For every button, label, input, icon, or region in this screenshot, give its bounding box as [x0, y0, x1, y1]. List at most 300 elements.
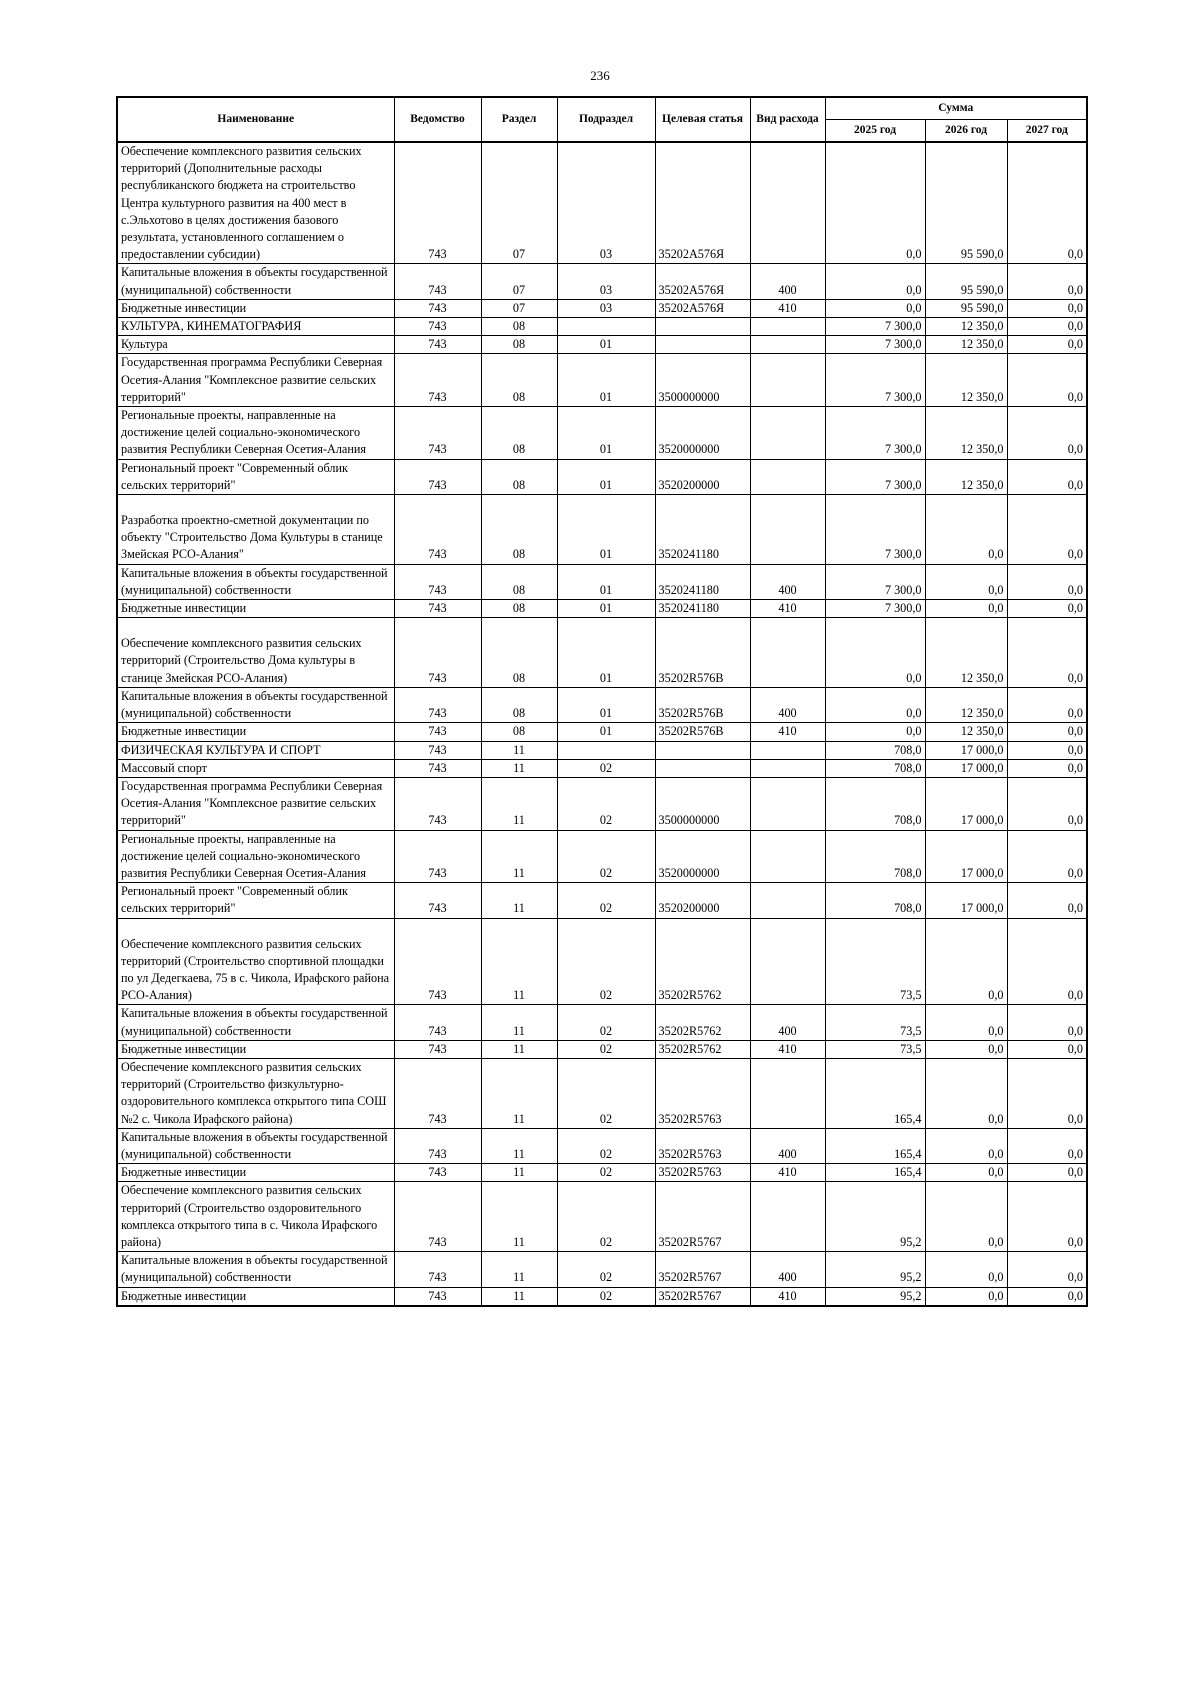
cell-target-text: 35202А576Я — [658, 300, 725, 315]
cell-dept — [394, 1252, 481, 1287]
cell-section-text: 08 — [512, 337, 526, 352]
cell-2026 — [925, 336, 1007, 354]
cell-section-text: 07 — [512, 247, 526, 262]
cell-2025-text: 95,2 — [900, 1270, 922, 1285]
cell-dept-text: 743 — [428, 1111, 447, 1126]
cell-name-text: Бюджетные инвестиции — [121, 300, 247, 315]
cell-dept — [394, 1040, 481, 1058]
cell-2025-text: 95,2 — [900, 1288, 922, 1303]
header-2025: 2025 год — [825, 120, 925, 143]
cell-dept-text: 743 — [428, 724, 447, 739]
cell-target — [655, 1058, 750, 1128]
cell-name — [117, 1005, 394, 1040]
cell-subsection — [557, 495, 655, 565]
cell-2025 — [825, 759, 925, 777]
table-row — [117, 354, 1087, 407]
cell-2026-text: 17 000,0 — [960, 901, 1004, 916]
cell-dept-text: 743 — [428, 547, 447, 562]
cell-2027-text: 0,0 — [1067, 865, 1084, 880]
cell-name — [117, 354, 394, 407]
cell-2027 — [1007, 264, 1087, 299]
cell-2025 — [825, 318, 925, 336]
cell-2027 — [1007, 142, 1087, 264]
cell-2027 — [1007, 1005, 1087, 1040]
cell-name-text: Обеспечение комплексного развития сельских территорий (Строительство спортивной площадки по ул Дедегкаева, 75 в с. Чикола, Ирафского района РСО-Алания) — [121, 936, 390, 1003]
cell-name-text: Региональные проекты, направленные на достижение целей социально-экономического развития Республики Северная Осетия-Алания — [121, 408, 366, 457]
cell-2026-text: 17 000,0 — [960, 865, 1004, 880]
cell-2027 — [1007, 830, 1087, 883]
cell-expense — [750, 459, 825, 494]
cell-2027 — [1007, 1164, 1087, 1182]
cell-2026 — [925, 264, 1007, 299]
cell-name — [117, 1040, 394, 1058]
cell-target — [655, 723, 750, 741]
cell-section — [481, 918, 557, 1005]
cell-expense — [750, 600, 825, 618]
cell-2025-text: 7 300,0 — [884, 442, 922, 457]
cell-2025 — [825, 1252, 925, 1287]
cell-target — [655, 264, 750, 299]
cell-2026 — [925, 354, 1007, 407]
cell-subsection-text: 01 — [599, 670, 613, 685]
cell-2025 — [825, 687, 925, 722]
cell-dept-text: 743 — [428, 1270, 447, 1285]
cell-target — [655, 600, 750, 618]
cell-expense-text: 400 — [778, 1270, 797, 1285]
cell-dept — [394, 1182, 481, 1252]
cell-2027-text: 0,0 — [1067, 1023, 1084, 1038]
cell-name — [117, 495, 394, 565]
cell-dept — [394, 1005, 481, 1040]
cell-2027-text: 0,0 — [1067, 1288, 1084, 1303]
cell-name — [117, 600, 394, 618]
cell-name-text: Обеспечение комплексного развития сельских территорий (Строительство физкультурно-оздоровительного комплекса открытого типа СОШ №2 с. Чикола Ирафского района) — [121, 1059, 387, 1126]
cell-2026-text: 12 350,0 — [960, 670, 1004, 685]
cell-2026-text: 0,0 — [988, 547, 1004, 562]
cell-2026-text: 0,0 — [988, 1041, 1004, 1056]
cell-dept-text: 743 — [428, 901, 447, 916]
cell-name-text: Обеспечение комплексного развития сельских территорий (Строительство Дома культуры в станице Змейская РСО-Алания) — [121, 636, 362, 685]
table-row — [117, 777, 1087, 830]
cell-2025-text: 0,0 — [906, 282, 922, 297]
cell-subsection-text: 03 — [599, 300, 613, 315]
cell-target-text: 3520200000 — [658, 901, 720, 916]
cell-name — [117, 741, 394, 759]
cell-expense — [750, 336, 825, 354]
header-2026: 2026 год — [925, 120, 1007, 143]
table-row — [117, 1287, 1087, 1306]
cell-2027-text: 0,0 — [1067, 1234, 1084, 1249]
cell-2027-text: 0,0 — [1067, 337, 1084, 352]
cell-dept — [394, 1058, 481, 1128]
table-row — [117, 1182, 1087, 1252]
cell-2026 — [925, 687, 1007, 722]
cell-subsection — [557, 1128, 655, 1163]
cell-dept — [394, 723, 481, 741]
cell-subsection — [557, 407, 655, 460]
cell-2026-text: 0,0 — [988, 1234, 1004, 1249]
cell-section-text: 11 — [513, 1270, 525, 1285]
cell-expense — [750, 354, 825, 407]
cell-section — [481, 459, 557, 494]
table-row — [117, 264, 1087, 299]
cell-dept — [394, 318, 481, 336]
cell-section — [481, 1164, 557, 1182]
cell-section — [481, 723, 557, 741]
cell-2026 — [925, 1005, 1007, 1040]
cell-2026-text: 12 350,0 — [960, 337, 1004, 352]
cell-subsection-text: 01 — [599, 547, 613, 562]
cell-subsection — [557, 299, 655, 317]
cell-subsection — [557, 830, 655, 883]
cell-2026-text: 17 000,0 — [960, 742, 1004, 757]
cell-target-text: 35202R5763 — [658, 1165, 722, 1180]
cell-target-text: 35202R576В — [658, 670, 724, 685]
cell-expense-text: 410 — [778, 1288, 797, 1303]
cell-target — [655, 741, 750, 759]
cell-target — [655, 1005, 750, 1040]
cell-name-text: ФИЗИЧЕСКАЯ КУЛЬТУРА И СПОРТ — [121, 742, 321, 757]
cell-name-text: Капитальные вложения в объекты государственной (муниципальной) собственности — [121, 1129, 388, 1161]
cell-expense — [750, 318, 825, 336]
cell-2027-text: 0,0 — [1067, 1111, 1084, 1126]
cell-2027 — [1007, 1058, 1087, 1128]
cell-target-text: 3520241180 — [658, 582, 719, 597]
cell-subsection — [557, 1058, 655, 1128]
cell-2025-text: 0,0 — [906, 300, 922, 315]
cell-subsection — [557, 142, 655, 264]
cell-subsection — [557, 618, 655, 688]
cell-subsection-text: 02 — [599, 1023, 613, 1038]
cell-section — [481, 407, 557, 460]
cell-2025-text: 7 300,0 — [884, 582, 922, 597]
cell-2026-text: 17 000,0 — [960, 813, 1004, 828]
cell-2026-text: 12 350,0 — [960, 319, 1004, 334]
cell-2027 — [1007, 687, 1087, 722]
cell-name — [117, 336, 394, 354]
cell-2026 — [925, 459, 1007, 494]
cell-2026-text: 12 350,0 — [960, 389, 1004, 404]
cell-2027 — [1007, 336, 1087, 354]
cell-target-text: 35202R5767 — [658, 1234, 722, 1249]
cell-expense-text: 410 — [778, 724, 797, 739]
cell-target-text: 35202А576Я — [658, 282, 725, 297]
cell-2025-text: 0,0 — [906, 724, 922, 739]
cell-expense — [750, 1005, 825, 1040]
cell-2026-text: 17 000,0 — [960, 760, 1004, 775]
cell-subsection-text: 02 — [599, 1270, 613, 1285]
cell-2027-text: 0,0 — [1067, 389, 1084, 404]
header-expense: Вид расхода — [750, 97, 825, 142]
table-row — [117, 336, 1087, 354]
cell-subsection-text: 01 — [599, 389, 613, 404]
cell-expense — [750, 1287, 825, 1306]
cell-name — [117, 459, 394, 494]
cell-2025-text: 7 300,0 — [884, 547, 922, 562]
cell-dept — [394, 336, 481, 354]
cell-subsection-text: 01 — [599, 337, 613, 352]
cell-section — [481, 1058, 557, 1128]
cell-subsection-text: 02 — [599, 865, 613, 880]
cell-dept-text: 743 — [428, 813, 447, 828]
cell-target-text: 3520000000 — [658, 442, 720, 457]
cell-target-text: 35202R5767 — [658, 1288, 722, 1303]
cell-subsection-text: 01 — [599, 706, 613, 721]
cell-target — [655, 1040, 750, 1058]
cell-dept-text: 743 — [428, 1023, 447, 1038]
cell-target — [655, 1287, 750, 1306]
cell-subsection — [557, 723, 655, 741]
cell-2025-text: 7 300,0 — [884, 601, 922, 616]
cell-name — [117, 264, 394, 299]
cell-target — [655, 318, 750, 336]
cell-section — [481, 318, 557, 336]
cell-target-text: 35202R5763 — [658, 1146, 722, 1161]
cell-name — [117, 1058, 394, 1128]
cell-dept — [394, 759, 481, 777]
cell-2026 — [925, 564, 1007, 599]
cell-name-text: Капитальные вложения в объекты государственной (муниципальной) собственности — [121, 265, 388, 297]
cell-dept-text: 743 — [428, 282, 447, 297]
cell-name-text: Культура — [121, 337, 168, 352]
cell-2027-text: 0,0 — [1067, 742, 1084, 757]
cell-2026-text: 0,0 — [988, 1165, 1004, 1180]
cell-target-text: 3520200000 — [658, 477, 720, 492]
cell-target — [655, 1252, 750, 1287]
cell-subsection — [557, 1252, 655, 1287]
table-row — [117, 1058, 1087, 1128]
cell-dept — [394, 883, 481, 918]
cell-subsection — [557, 883, 655, 918]
cell-2027 — [1007, 618, 1087, 688]
cell-expense-text: 410 — [778, 1041, 797, 1056]
cell-section — [481, 759, 557, 777]
cell-target — [655, 1128, 750, 1163]
cell-2025 — [825, 1287, 925, 1306]
cell-2027-text: 0,0 — [1067, 582, 1084, 597]
cell-2025 — [825, 1058, 925, 1128]
cell-2027-text: 0,0 — [1067, 760, 1084, 775]
cell-expense — [750, 1182, 825, 1252]
cell-section — [481, 687, 557, 722]
cell-2025 — [825, 495, 925, 565]
cell-dept-text: 743 — [428, 706, 447, 721]
cell-subsection-text: 03 — [599, 247, 613, 262]
cell-2027-text: 0,0 — [1067, 282, 1084, 297]
cell-name — [117, 1287, 394, 1306]
cell-2026-text: 12 350,0 — [960, 442, 1004, 457]
cell-2026 — [925, 1252, 1007, 1287]
cell-2025-text: 7 300,0 — [884, 477, 922, 492]
cell-name-text: Обеспечение комплексного развития сельских территорий (Дополнительные расходы республиканского бюджета на строительство Центра культурного развития на 400 мест в с.Эльхотово в целях достижения базового результата, установленного соглашением о предоставлении субсидии) — [121, 144, 362, 262]
header-name: Наименование — [117, 97, 394, 142]
cell-2025-text: 708,0 — [894, 760, 922, 775]
cell-2027 — [1007, 1182, 1087, 1252]
cell-name — [117, 142, 394, 264]
cell-section — [481, 883, 557, 918]
cell-dept — [394, 918, 481, 1005]
cell-dept-text: 743 — [428, 760, 447, 775]
cell-name-text: Массовый спорт — [121, 760, 207, 775]
cell-dept-text: 743 — [428, 865, 447, 880]
cell-subsection — [557, 741, 655, 759]
cell-2027-text: 0,0 — [1067, 1270, 1084, 1285]
cell-2027-text: 0,0 — [1067, 988, 1084, 1003]
cell-section-text: 11 — [513, 742, 525, 757]
cell-expense — [750, 883, 825, 918]
cell-target — [655, 1182, 750, 1252]
cell-section-text: 08 — [512, 582, 526, 597]
cell-dept — [394, 618, 481, 688]
cell-2026-text: 0,0 — [988, 1023, 1004, 1038]
table-row — [117, 1164, 1087, 1182]
cell-2026 — [925, 883, 1007, 918]
cell-dept-text: 743 — [428, 477, 447, 492]
cell-2026 — [925, 830, 1007, 883]
cell-target — [655, 777, 750, 830]
cell-2026 — [925, 1182, 1007, 1252]
cell-2026 — [925, 407, 1007, 460]
table-row — [117, 830, 1087, 883]
cell-2026 — [925, 1164, 1007, 1182]
cell-subsection-text: 01 — [599, 477, 613, 492]
cell-2027-text: 0,0 — [1067, 442, 1084, 457]
cell-2027-text: 0,0 — [1067, 477, 1084, 492]
cell-2025 — [825, 741, 925, 759]
cell-2025-text: 73,5 — [900, 1023, 922, 1038]
cell-2025-text: 708,0 — [894, 813, 922, 828]
cell-subsection — [557, 1040, 655, 1058]
cell-2027-text: 0,0 — [1067, 319, 1084, 334]
cell-2025 — [825, 600, 925, 618]
cell-2025 — [825, 459, 925, 494]
cell-2025 — [825, 1164, 925, 1182]
cell-subsection — [557, 1164, 655, 1182]
cell-subsection — [557, 1005, 655, 1040]
cell-expense — [750, 1164, 825, 1182]
cell-target — [655, 918, 750, 1005]
cell-2025-text: 708,0 — [894, 865, 922, 880]
cell-2027 — [1007, 777, 1087, 830]
cell-2025-text: 7 300,0 — [884, 337, 922, 352]
cell-2027 — [1007, 918, 1087, 1005]
cell-dept-text: 743 — [428, 601, 447, 616]
cell-2026-text: 95 590,0 — [960, 300, 1004, 315]
cell-section-text: 11 — [513, 1165, 525, 1180]
cell-section-text: 08 — [512, 477, 526, 492]
cell-2025-text: 7 300,0 — [884, 319, 922, 334]
cell-2027 — [1007, 600, 1087, 618]
cell-expense — [750, 759, 825, 777]
cell-2027 — [1007, 299, 1087, 317]
cell-2025-text: 73,5 — [900, 988, 922, 1003]
cell-2026-text: 12 350,0 — [960, 477, 1004, 492]
cell-expense — [750, 1128, 825, 1163]
cell-2026 — [925, 1287, 1007, 1306]
cell-dept — [394, 777, 481, 830]
cell-section — [481, 600, 557, 618]
table-row — [117, 918, 1087, 1005]
cell-dept — [394, 1287, 481, 1306]
cell-dept-text: 743 — [428, 247, 447, 262]
header-section: Раздел — [481, 97, 557, 142]
cell-dept-text: 743 — [428, 300, 447, 315]
cell-expense — [750, 407, 825, 460]
cell-name — [117, 687, 394, 722]
cell-name-text: Региональный проект "Современный облик сельских территорий" — [121, 460, 348, 492]
cell-target-text: 3520241180 — [658, 547, 719, 562]
cell-subsection — [557, 1287, 655, 1306]
cell-section — [481, 336, 557, 354]
cell-name — [117, 564, 394, 599]
cell-section — [481, 830, 557, 883]
cell-2025 — [825, 618, 925, 688]
cell-section-text: 11 — [513, 1111, 525, 1126]
cell-2027-text: 0,0 — [1067, 813, 1084, 828]
cell-2025 — [825, 918, 925, 1005]
cell-dept-text: 743 — [428, 389, 447, 404]
cell-expense — [750, 1058, 825, 1128]
cell-section — [481, 495, 557, 565]
cell-target — [655, 495, 750, 565]
cell-dept-text: 743 — [428, 1146, 447, 1161]
cell-name — [117, 407, 394, 460]
cell-2025 — [825, 723, 925, 741]
cell-subsection — [557, 759, 655, 777]
cell-dept-text: 743 — [428, 442, 447, 457]
cell-2025-text: 165,4 — [894, 1165, 922, 1180]
cell-target-text: 3500000000 — [658, 389, 720, 404]
cell-target-text: 3520241180 — [658, 601, 719, 616]
cell-name-text: Бюджетные инвестиции — [121, 1288, 247, 1303]
cell-section — [481, 1005, 557, 1040]
cell-name — [117, 830, 394, 883]
cell-dept-text: 743 — [428, 1165, 447, 1180]
table-row — [117, 407, 1087, 460]
cell-2027 — [1007, 741, 1087, 759]
cell-name — [117, 1128, 394, 1163]
cell-expense — [750, 1252, 825, 1287]
cell-2027 — [1007, 459, 1087, 494]
cell-expense-text: 410 — [778, 1165, 797, 1180]
cell-2027-text: 0,0 — [1067, 547, 1084, 562]
cell-name-text: Региональные проекты, направленные на достижение целей социально-экономического развития Республики Северная Осетия-Алания — [121, 831, 366, 880]
cell-2027-text: 0,0 — [1067, 247, 1084, 262]
cell-section-text: 08 — [512, 442, 526, 457]
cell-2026-text: 12 350,0 — [960, 724, 1004, 739]
cell-dept-text: 743 — [428, 319, 447, 334]
cell-section-text: 07 — [512, 300, 526, 315]
cell-subsection — [557, 687, 655, 722]
cell-dept — [394, 407, 481, 460]
cell-section-text: 11 — [513, 1288, 525, 1303]
cell-2025-text: 708,0 — [894, 742, 922, 757]
table-row — [117, 1005, 1087, 1040]
cell-dept — [394, 564, 481, 599]
cell-2025 — [825, 336, 925, 354]
cell-dept-text: 743 — [428, 582, 447, 597]
cell-expense-text: 410 — [778, 601, 797, 616]
cell-2027 — [1007, 1287, 1087, 1306]
cell-name — [117, 299, 394, 317]
cell-section — [481, 741, 557, 759]
cell-2026 — [925, 741, 1007, 759]
cell-2026 — [925, 918, 1007, 1005]
cell-name — [117, 759, 394, 777]
cell-target-text: 35202R5762 — [658, 1023, 722, 1038]
cell-2026-text: 0,0 — [988, 1270, 1004, 1285]
cell-name-text: КУЛЬТУРА, КИНЕМАТОГРАФИЯ — [121, 319, 302, 334]
